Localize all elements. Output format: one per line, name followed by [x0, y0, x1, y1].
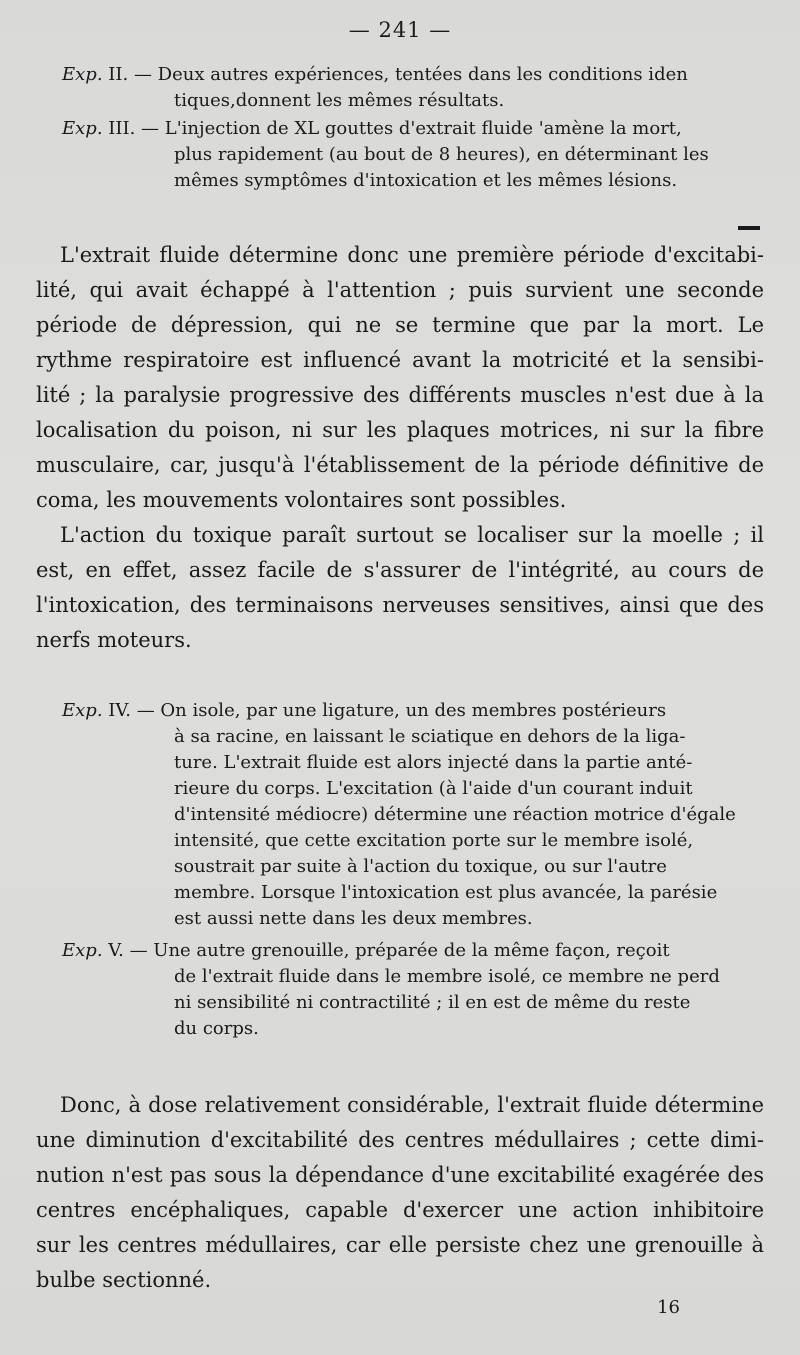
text-line: L'action du toxique paraît surtout se localiser sur la moelle ; il	[60, 523, 764, 547]
text-line: une diminution d'excitabilité des centres médullaires ; cette dimi-	[36, 1128, 764, 1152]
experiment-line: est aussi nette dans les deux membres.	[174, 908, 533, 929]
experiment-line: du corps.	[174, 1018, 259, 1039]
text-line: l'intoxication, des terminaisons nerveuses sensitives, ainsi que des	[36, 593, 764, 617]
text-line: bulbe sectionné.	[36, 1268, 212, 1292]
text-line: coma, les mouvements volontaires sont possibles.	[36, 488, 567, 512]
experiment-label: Exp.	[62, 64, 103, 85]
text-line: est, en effet, assez facile de s'assurer de l'intégrité, au cours de	[36, 558, 764, 582]
text-line: sur les centres médullaires, car elle persiste chez une grenouille à	[36, 1233, 764, 1257]
experiment-line	[62, 116, 762, 142]
paragraph-conclusion	[36, 1088, 764, 1298]
experiment-line	[62, 62, 762, 88]
experiment-text: IV. — On isole, par une ligature, un des membres postérieurs	[108, 700, 667, 721]
experiment-line: rieure du corps. L'excitation (à l'aide d'un courant induit	[174, 778, 693, 799]
experiment-label: Exp.	[62, 940, 103, 961]
experiment-label: Exp.	[62, 118, 103, 139]
printer-mark	[738, 226, 760, 230]
experiment-line: de l'extrait fluide dans le membre isolé, ce membre ne perd	[174, 966, 720, 987]
experiment-line	[62, 698, 762, 724]
experiment-5	[62, 938, 762, 1042]
text-line: lité, qui avait échappé à l'attention ; puis survient une seconde	[36, 278, 764, 302]
paragraph-toxic-action	[36, 518, 764, 658]
experiment-line: ni sensibilité ni contractilité ; il en est de même du reste	[174, 992, 691, 1013]
text-line: nution n'est pas sous la dépendance d'une excitabilité exagérée des	[36, 1163, 764, 1187]
experiment-label: Exp.	[62, 700, 103, 721]
experiment-line: membre. Lorsque l'intoxication est plus avancée, la parésie	[174, 882, 718, 903]
experiment-4	[62, 698, 762, 932]
text-line: localisation du poison, ni sur les plaques motrices, ni sur la fibre	[36, 418, 764, 442]
experiment-line: ture. L'extrait fluide est alors injecté dans la partie anté-	[174, 752, 693, 773]
experiment-3	[62, 116, 762, 194]
signature-mark: 16	[657, 1297, 680, 1318]
experiment-line	[62, 938, 762, 964]
experiment-line: intensité, que cette excitation porte sur le membre isolé,	[174, 830, 694, 851]
experiment-text: III. — L'injection de XL gouttes d'extrait fluide 'amène la mort,	[108, 118, 682, 139]
text-line: musculaire, car, jusqu'à l'établissement de la période définitive de	[36, 453, 764, 477]
experiment-line: mêmes symptômes d'intoxication et les mêmes lésions.	[174, 170, 678, 191]
text-line: L'extrait fluide détermine donc une première période d'excitabi-	[60, 243, 764, 267]
experiment-line: tiques,donnent les mêmes résultats.	[174, 90, 505, 111]
text-line: nerfs moteurs.	[36, 628, 192, 652]
text-line: centres encéphaliques, capable d'exercer une action inhibitoire	[36, 1198, 764, 1222]
experiment-line: d'intensité médiocre) détermine une réaction motrice d'égale	[174, 804, 736, 825]
text-line: rythme respiratoire est influencé avant la motricité et la sensibi-	[36, 348, 764, 372]
paragraph-excitability	[36, 238, 764, 518]
experiment-2	[62, 62, 762, 114]
experiment-text: V. — Une autre grenouille, préparée de la même façon, reçoit	[108, 940, 670, 961]
experiment-line: plus rapidement (au bout de 8 heures), en déterminant les	[174, 144, 709, 165]
experiment-line: soustrait par suite à l'action du toxique, ou sur l'autre	[174, 856, 667, 877]
text-line: période de dépression, qui ne se termine que par la mort. Le	[36, 313, 764, 337]
text-line: lité ; la paralysie progressive des différents muscles n'est due à la	[36, 383, 764, 407]
experiment-text: II. — Deux autres expériences, tentées dans les conditions iden	[108, 64, 688, 85]
text-line: Donc, à dose relativement considérable, l'extrait fluide détermine	[60, 1093, 764, 1117]
page-number: — 241 —	[348, 18, 452, 42]
experiment-line: à sa racine, en laissant le sciatique en dehors de la liga-	[174, 726, 686, 747]
